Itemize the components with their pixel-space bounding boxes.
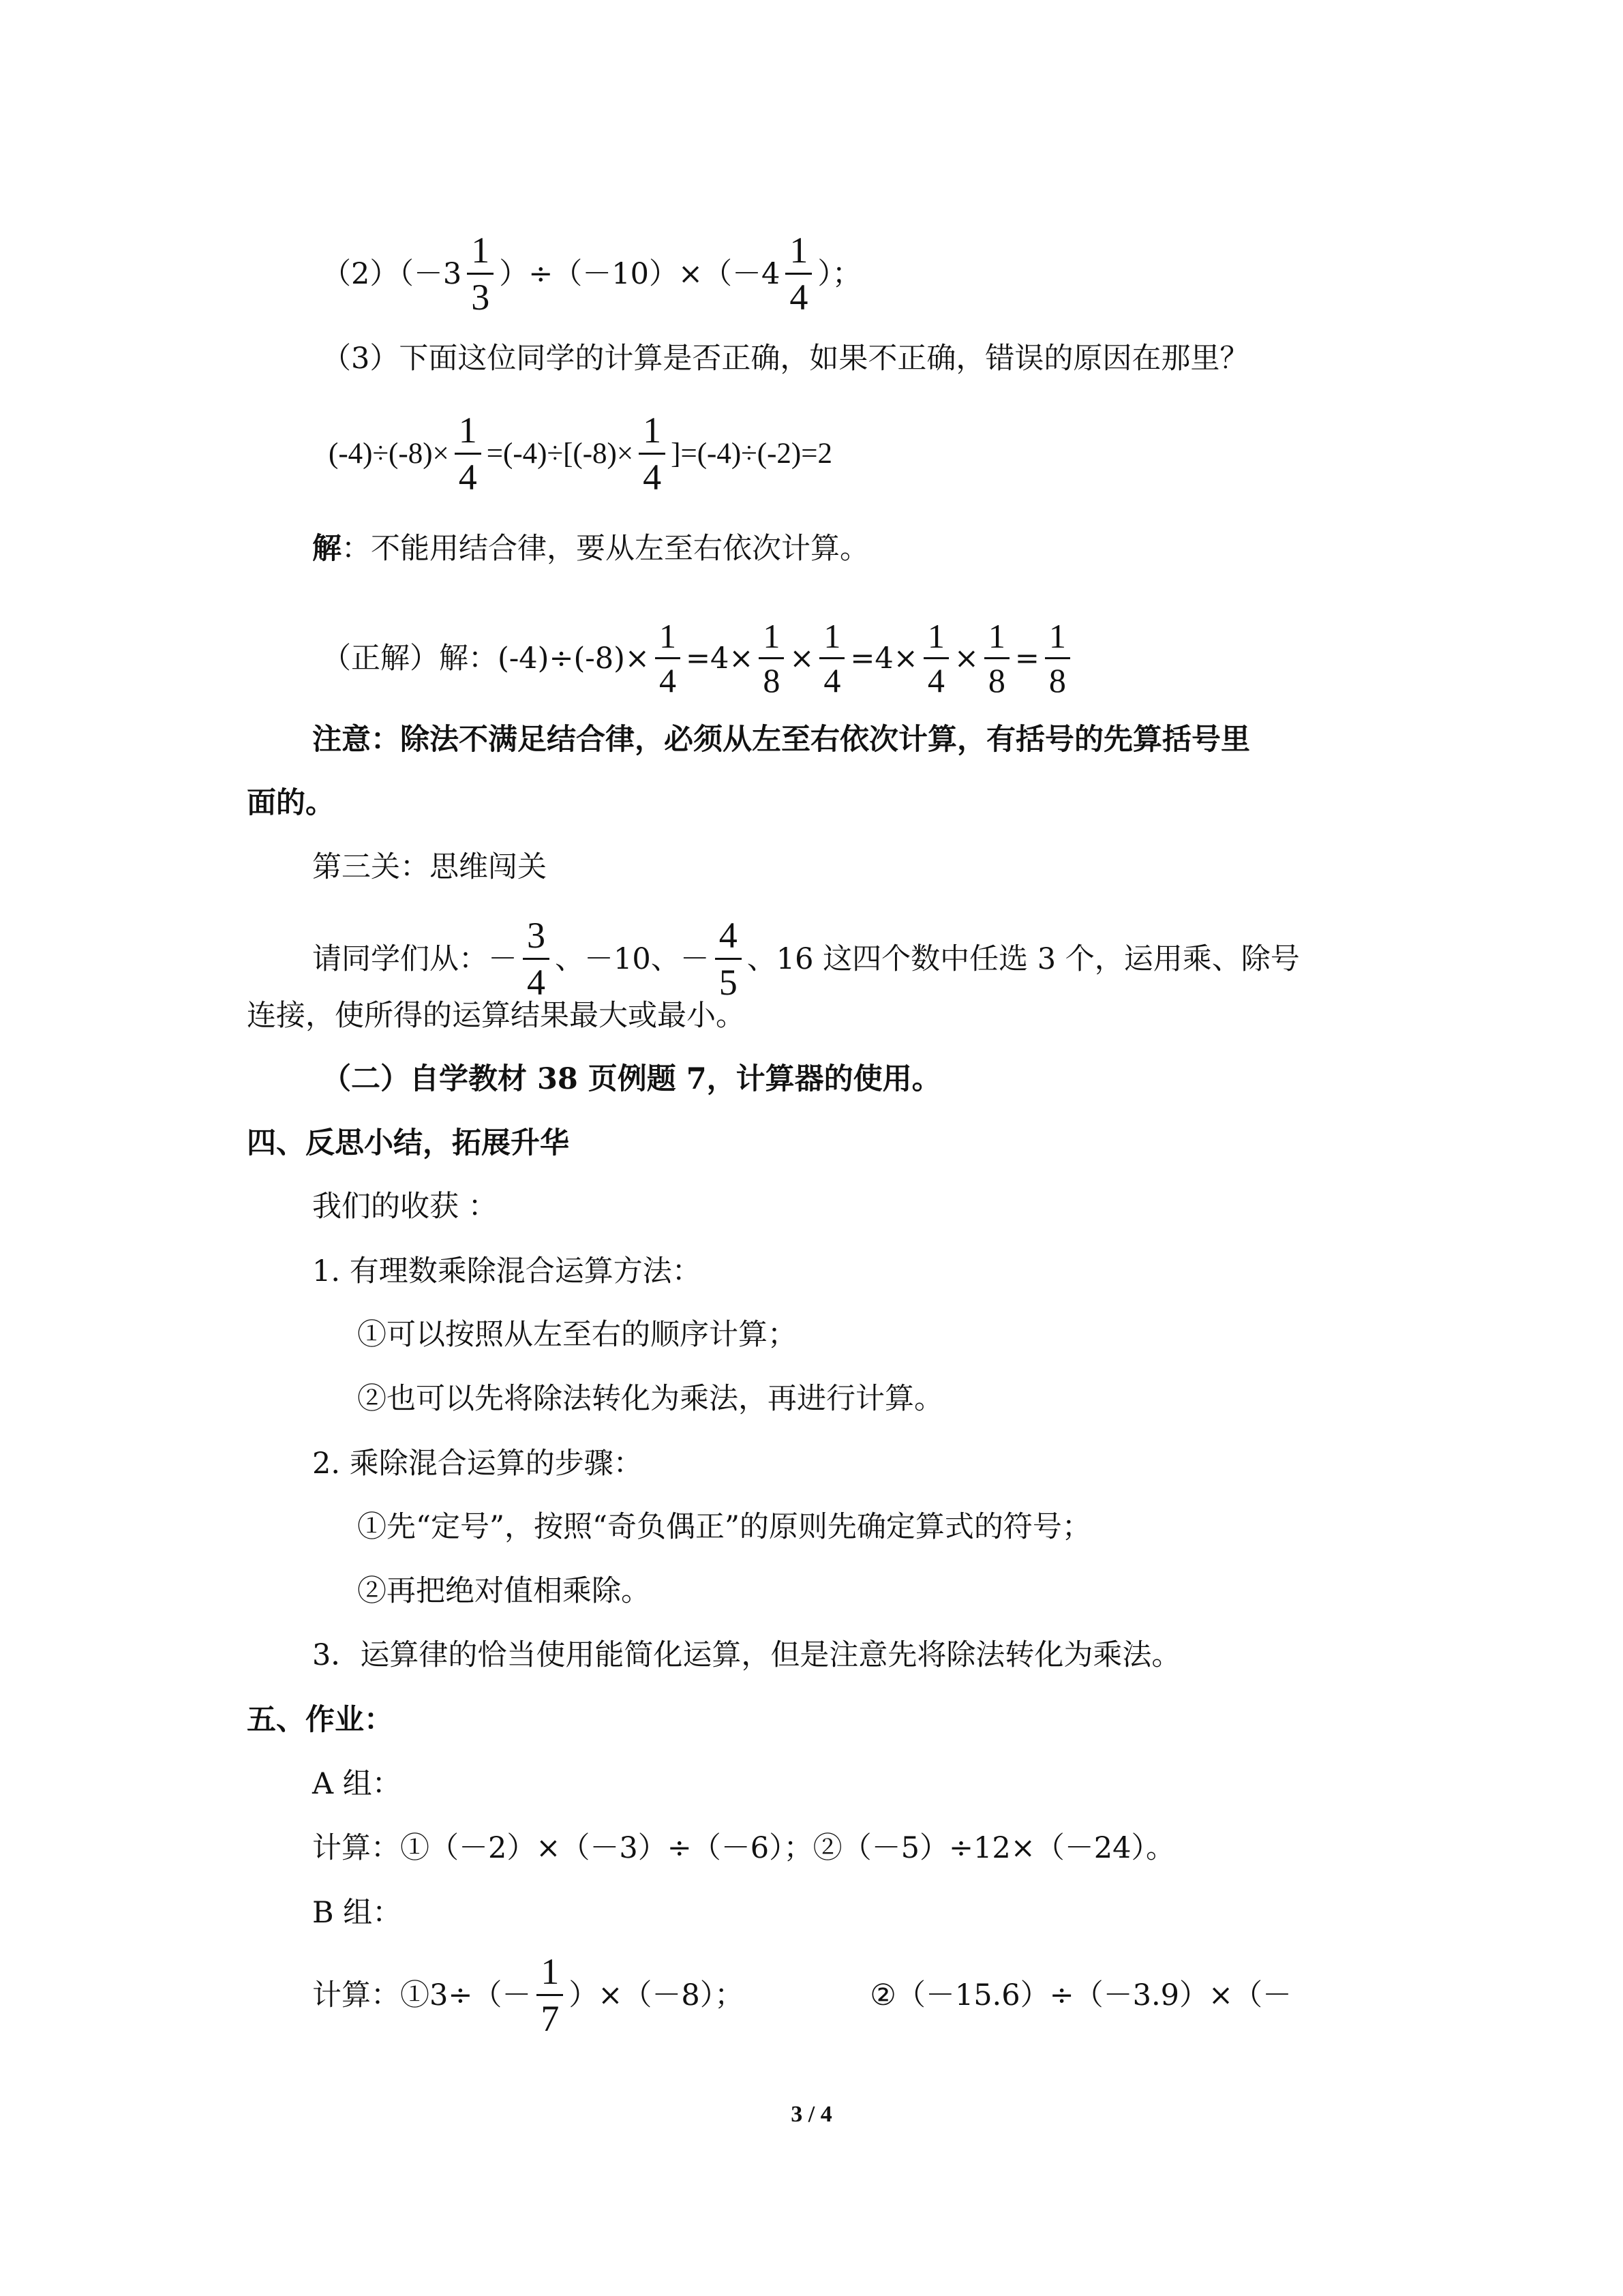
exercise-3-question [322, 338, 1249, 379]
summary-item-1a [357, 1314, 797, 1355]
text: 、－10、－ [555, 941, 710, 976]
text: =(-4)÷[(-8)× [486, 437, 634, 470]
text: ②也可以先将除法转化为乘法，再进行计算。 [357, 1382, 943, 1416]
fraction [467, 232, 494, 316]
denominator: 3 [471, 277, 490, 318]
text: ）； [817, 256, 862, 291]
group-a-problems [312, 1828, 1175, 1869]
numerator: 1 [819, 619, 845, 659]
page-number: 3 / 4 [791, 2102, 832, 2127]
fraction [655, 619, 680, 697]
text: 面的。 [247, 786, 335, 820]
fraction [759, 619, 784, 697]
text: 、16 这四个数中任选 3 个，运用乘、除号 [746, 941, 1300, 976]
text: 第三关：思维闯关 [312, 850, 547, 884]
text: 1. 有理数乘除混合运算方法： [312, 1254, 701, 1288]
answer-line [312, 528, 869, 569]
text: (-4)÷(-8)× [329, 437, 449, 470]
text: 2. 乘除混合运算的步骤： [312, 1447, 643, 1481]
summary-item-2 [312, 1443, 643, 1484]
fraction [536, 1953, 563, 2037]
fraction [819, 619, 845, 697]
note-line-1 [312, 719, 1250, 760]
text: ①先“定号”，按照“奇负偶正”的原则先确定算式的符号； [357, 1510, 1091, 1544]
level-3-question [312, 917, 1300, 1001]
denominator: 4 [658, 661, 676, 699]
text: ）×（－8）； [568, 1978, 744, 2012]
text: 计算：①（－2）×（－3）÷（－6）；②（－5）÷12×（－24）。 [312, 1831, 1175, 1865]
text: ：不能用结合律，要从左至右依次计算。 [342, 532, 869, 566]
section-4-heading [247, 1123, 569, 1164]
text: A 组： [312, 1767, 401, 1801]
text: =4× [685, 641, 754, 676]
fraction [984, 619, 1010, 697]
numerator: 1 [455, 412, 481, 455]
level-3-heading [312, 847, 547, 888]
text: 四、反思小结，拓展升华 [247, 1126, 569, 1160]
summary-item-1 [312, 1251, 701, 1292]
numerator: 1 [1045, 619, 1070, 659]
summary-item-3 [312, 1635, 1181, 1676]
group-b-problems [312, 1953, 1292, 2037]
summary-item-2b [357, 1571, 650, 1612]
fraction [715, 917, 742, 1001]
numerator: 4 [715, 917, 742, 960]
text: ]=(-4)÷(-2)=2 [671, 437, 832, 470]
text: 我们的收获 ： [312, 1190, 498, 1224]
text: 计算：①3÷（－ [312, 1978, 532, 2012]
text: （2）（－3 [322, 256, 462, 291]
denominator: 4 [789, 277, 808, 318]
summary-item-1b [357, 1378, 943, 1419]
note-line-2 [247, 783, 335, 824]
text: 3．运算律的恰当使用能简化运算，但是注意先将除法转化为乘法。 [312, 1638, 1181, 1672]
student-calculation [329, 412, 832, 496]
section-5-heading [247, 1700, 393, 1740]
numerator: 3 [523, 917, 549, 960]
gains-heading [312, 1186, 498, 1227]
group-a-heading [312, 1764, 401, 1804]
text: （二）自学教材 38 页例题 7，计算器的使用。 [322, 1062, 941, 1096]
text: B 组： [312, 1896, 402, 1930]
text: × [789, 641, 815, 676]
text: 请同学们从：－ [312, 941, 517, 976]
fraction [639, 412, 665, 496]
denominator: 4 [458, 457, 477, 498]
numerator: 1 [655, 619, 680, 659]
text: ②再把绝对值相乘除。 [357, 1574, 650, 1608]
fraction [455, 412, 481, 496]
numerator: 1 [759, 619, 784, 659]
text: × [954, 641, 979, 676]
text: 五、作业： [247, 1703, 393, 1737]
denominator: 8 [988, 661, 1005, 699]
denominator: 8 [1048, 661, 1066, 699]
numerator: 1 [639, 412, 665, 455]
answer-label: 解 [312, 532, 342, 566]
text: （3）下面这位同学的计算是否正确，如果不正确，错误的原因在那里？ [322, 342, 1249, 376]
fraction [1045, 619, 1070, 697]
text: （正解）解：(-4)÷(-8)× [322, 641, 650, 676]
fraction [785, 232, 812, 316]
numerator: 1 [467, 232, 494, 275]
exercise-2-line [322, 232, 862, 316]
correct-solution [322, 619, 1076, 697]
denominator: 4 [823, 661, 841, 699]
numerator: 1 [785, 232, 812, 275]
denominator: 4 [527, 962, 545, 1003]
denominator: 7 [541, 1998, 560, 2039]
text: 注意：除法不满足结合律，必须从左至右依次计算，有括号的先算括号里 [312, 723, 1250, 757]
text: ）÷（－10）×（－4 [499, 256, 780, 291]
denominator: 4 [643, 457, 662, 498]
fraction [924, 619, 949, 697]
numerator: 1 [984, 619, 1010, 659]
group-b-heading [312, 1892, 401, 1933]
text: 连接，使所得的运算结果最大或最小。 [247, 999, 745, 1033]
text: ①可以按照从左至右的顺序计算； [357, 1318, 797, 1352]
numerator: 1 [924, 619, 949, 659]
text: =4× [850, 641, 918, 676]
denominator: 5 [718, 962, 738, 1003]
summary-item-2a [357, 1507, 1091, 1547]
denominator: 4 [927, 661, 945, 699]
denominator: 8 [763, 661, 780, 699]
text: ②（－15.6）÷（－3.9）×（－ [870, 1978, 1292, 2012]
text: = [1014, 641, 1040, 676]
level-3-question-cont [247, 995, 745, 1036]
numerator: 1 [536, 1953, 563, 1996]
fraction [523, 917, 549, 1001]
self-study-heading [322, 1059, 941, 1100]
